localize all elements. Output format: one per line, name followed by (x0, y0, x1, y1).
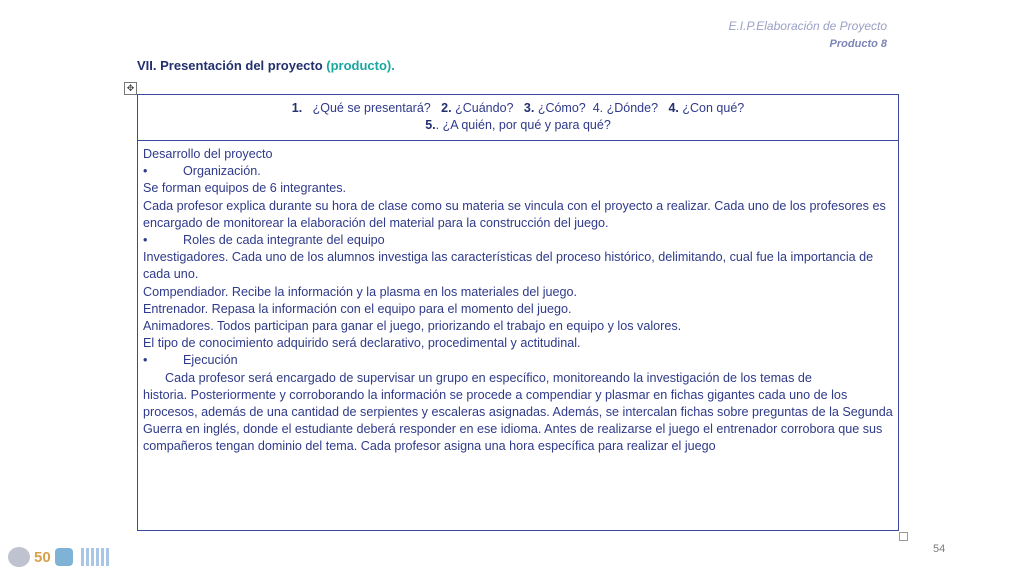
bullet-organizacion (143, 163, 893, 180)
paragraph-ejecucion-rest: historia. Posteriormente y corroborando la información se procede a compendiar y plasmar en fichas gigantes cada uno de los procesos, además de una cantidad de serpientes y escaleras asignadas. Además, se intercalan fichas sobre preguntas de la Segunda Guerra en inglés, donde el estudiante deberá responder en ese idioma. Antes de realizarse el juego el entrenador corrobora que sus compañeros tengan dominio del tema. Cada profesor asigna una hora específica para realizar el juego (143, 387, 893, 454)
q3-number: 3. (523, 101, 535, 115)
q5-text: . ¿A quién, por qué y para qué? (435, 118, 611, 132)
questions-line-2 (138, 117, 898, 134)
paragraph-entrenador: Entrenador. Repasa la información con el equipo para el momento del juego. (143, 301, 572, 316)
section-title-highlight: (producto). (326, 58, 395, 73)
bullet-roles-label: Roles de cada integrante del equipo (183, 233, 385, 248)
bullet-symbol: • (143, 353, 148, 368)
bullet-ejecucion-label: Ejecución (183, 353, 238, 368)
questions-line-1 (138, 100, 898, 117)
project-table (137, 94, 899, 531)
q2-number: 2. (441, 101, 452, 115)
q4b-number: 4. (668, 101, 679, 115)
q1-number: 1. (291, 101, 303, 115)
bullet-roles (143, 232, 893, 249)
anniversary-50-logo: 50 (34, 548, 51, 566)
university-seal-logo (8, 547, 30, 567)
paragraph-investigadores: Investigadores. Cada uno de los alumnos investiga las características del proceso histórico, delimitando, cual fue la importancia de cada uno. (143, 250, 874, 282)
paragraph-compendiador: Compendiador. Recibe la información y la plasma en los materiales del juego. (143, 284, 578, 299)
paragraph-profesores: Cada profesor explica durante su hora de clase como su materia se vincula con el proyecto a realizar. Cada uno de los profesores es encargado de monitorear la elaboración del material para la construcción del juego. (143, 198, 886, 230)
bullet-symbol: • (143, 164, 148, 179)
q3-text: ¿Cómo? (537, 101, 586, 115)
questions-row (138, 95, 898, 141)
bullet-symbol: • (143, 233, 148, 248)
paragraph-conocimiento: El tipo de conocimiento adquirido será declarativo, procedimental y actitudinal. (143, 336, 581, 351)
stripes-logo (81, 548, 109, 566)
paragraph-animadores: Animadores. Todos participan para ganar el juego, priorizando el trabajo en equipo y los valores. (143, 319, 682, 334)
q4b-text: ¿Con qué? (682, 101, 745, 115)
page-number: 54 (933, 543, 946, 555)
bullet-ejecucion (143, 352, 893, 369)
q1-text: ¿Qué se presentará? (312, 101, 431, 115)
project-development-content (138, 141, 898, 456)
institution-logo (55, 548, 73, 566)
bullet-organizacion-label: Organización. (183, 164, 261, 179)
footer-logos (8, 546, 109, 568)
paragraph-equipos: Se forman equipos de 6 integrantes. (143, 181, 347, 196)
section-title-main: VII. Presentación del proyecto (137, 58, 327, 73)
table-resize-handle-icon[interactable] (899, 532, 908, 541)
q4a-text: 4. ¿Dónde? (592, 101, 659, 115)
section-title (137, 58, 395, 73)
header-project-label: E.I.P.Elaboración de Proyecto (728, 19, 887, 33)
q5-number: 5. (425, 118, 436, 132)
table-move-handle-icon[interactable]: ✥ (124, 82, 137, 95)
paragraph-ejecucion-first: Cada profesor será encargado de supervisar un grupo en específico, monitoreando la investigación de los temas de (165, 370, 812, 385)
content-heading: Desarrollo del proyecto (143, 147, 273, 161)
header-product-label: Producto 8 (829, 38, 887, 50)
q2-text: ¿Cuándo? (455, 101, 514, 115)
